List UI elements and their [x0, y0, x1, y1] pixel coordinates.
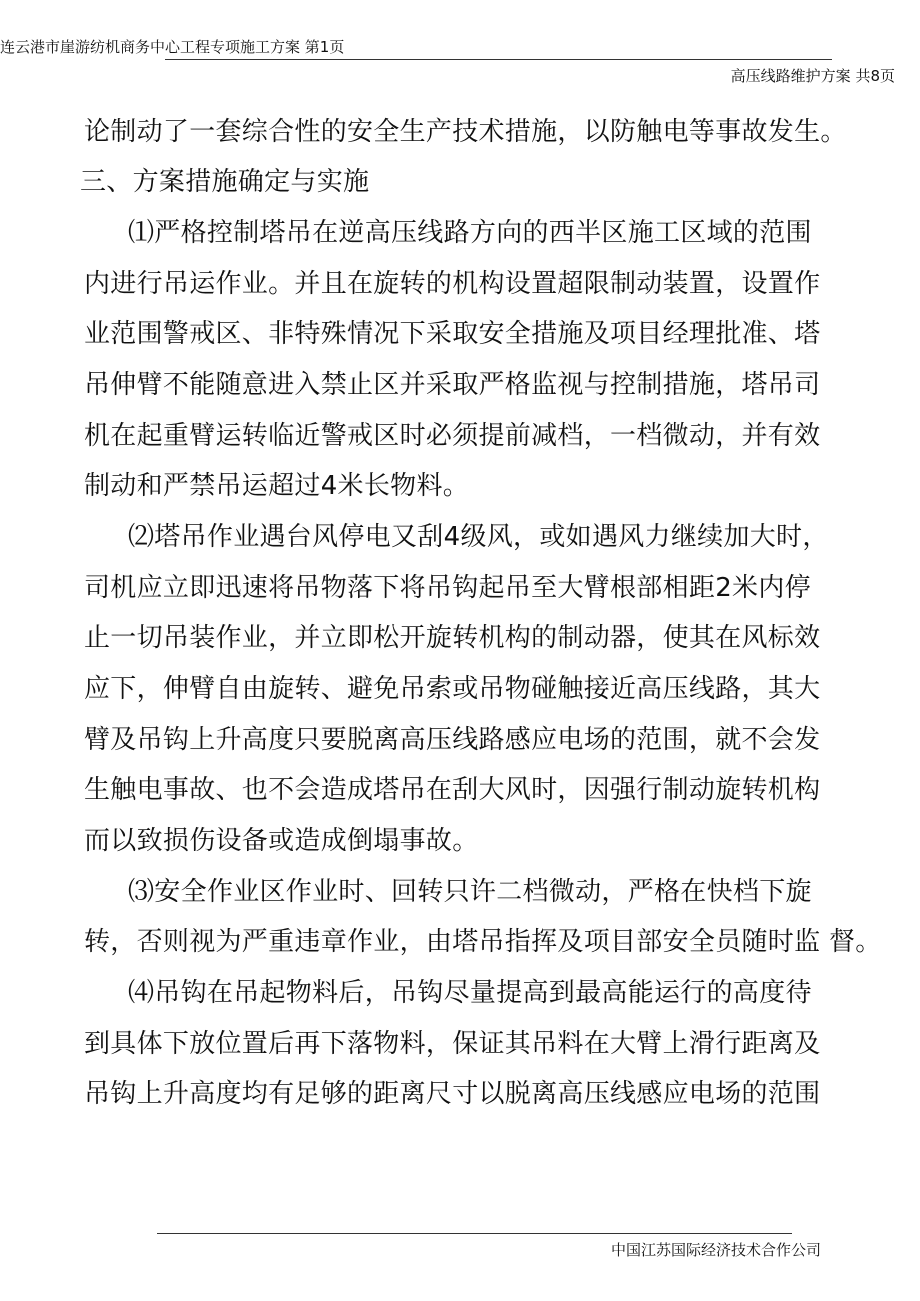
section-heading: 三、方案措施确定与实施 [80, 167, 370, 197]
paragraph-line: 到具体下放位置后再下落物料，保证其吊料在大臂上滑行距离及 [84, 1029, 821, 1059]
header-document-title: 连云港市崖游纺机商务中心工程专项施工方案 第1页 [0, 38, 345, 56]
paragraph-line: 臂及吊钩上升高度只要脱离高压线路感应电场的范围，就不会发 [84, 725, 821, 755]
paragraph-line: ⑵塔吊作业遇台风停电又刮4级风，或如遇风力继续加大时， [128, 522, 829, 552]
footer-divider [157, 1233, 792, 1234]
header-page-info: 高压线路维护方案 共8页 [730, 67, 895, 85]
paragraph-line: 制动和严禁吊运超过4米长物料。 [84, 471, 470, 501]
paragraph-line: 吊伸臂不能随意进入禁止区并采取严格监视与控制措施，塔吊司 [84, 370, 821, 400]
paragraph-line: 机在起重臂运转临近警戒区时必须提前减档，一档微动，并有效 [84, 421, 821, 451]
paragraph-line: 生触电事故、也不会造成塔吊在刮大风时，因强行制动旋转机构 [84, 775, 821, 805]
paragraph-line: 内进行吊运作业。并且在旋转的机构设置超限制动装置，设置作 [84, 269, 821, 299]
paragraph-line: ⑴严格控制塔吊在逆高压线路方向的西半区施工区域的范围 [128, 218, 812, 248]
paragraph-line: 而以致损伤设备或造成倒塌事故。 [84, 826, 479, 856]
paragraph-line: 论制动了一套综合性的安全生产技术措施，以防触电等事故发生。 [84, 117, 847, 147]
paragraph-line: ⑶安全作业区作业时、回转只许二档微动，严格在快档下旋 [128, 877, 812, 907]
header-divider [165, 59, 832, 60]
footer-company-name: 中国江苏国际经济技术合作公司 [610, 1241, 821, 1259]
paragraph-line: ⑷吊钩在吊起物料后，吊钩尽量提高到最高能运行的高度待 [128, 978, 812, 1008]
paragraph-line: 转，否则视为严重违章作业，由塔吊指挥及项目部安全员随时监 督。 [84, 927, 882, 957]
paragraph-line: 应下，伸臂自由旋转、避免吊索或吊物碰触接近高压线路，其大 [84, 674, 821, 704]
paragraph-line: 吊钩上升高度均有足够的距离尺寸以脱离高压线感应电场的范围 [84, 1079, 821, 1109]
paragraph-line: 止一切吊装作业，并立即松开旋转机构的制动器，使其在风标效 [84, 623, 821, 653]
paragraph-line: 业范围警戒区、非特殊情况下采取安全措施及项目经理批准、塔 [84, 319, 821, 349]
paragraph-line: 司机应立即迅速将吊物落下将吊钩起吊至大臂根部相距2米内停 [84, 573, 811, 603]
